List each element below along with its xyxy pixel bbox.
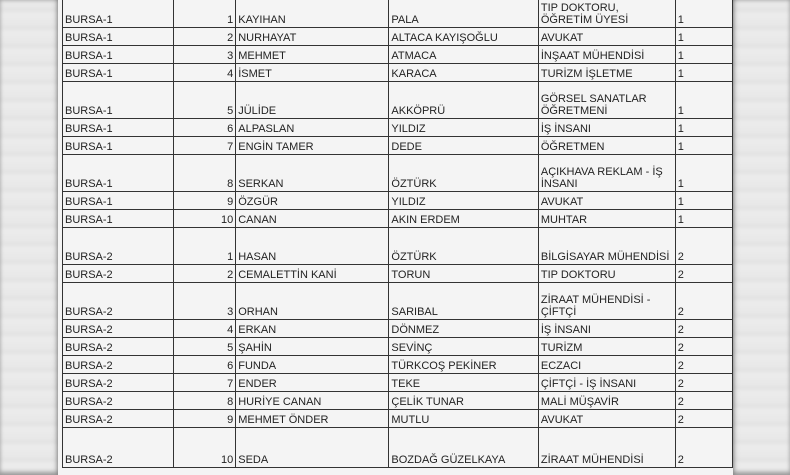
table-row	[63, 265, 733, 283]
table-cell-number: 7	[174, 374, 236, 392]
table-cell-city: BURSA-1	[63, 155, 174, 192]
table-row	[63, 46, 733, 64]
table-cell-profession: TIP DOKTORU	[538, 265, 675, 283]
table-cell-profession: AVUKAT	[538, 28, 675, 46]
table-cell-profession: ECZACI	[538, 356, 675, 374]
table-cell-last-name: YILDIZ	[389, 192, 538, 210]
table-row	[63, 320, 733, 338]
table-cell-first-name: ERKAN	[236, 320, 389, 338]
table-row	[63, 210, 733, 228]
table-cell-number: 5	[174, 338, 236, 356]
table-cell-city: BURSA-1	[63, 28, 174, 46]
table-cell-city: BURSA-2	[63, 392, 174, 410]
table-row	[63, 82, 733, 119]
table-cell-group: 1	[675, 137, 732, 155]
table-cell-last-name: TORUN	[389, 265, 538, 283]
table-cell-city: BURSA-1	[63, 119, 174, 137]
table-cell-city: BURSA-1	[63, 192, 174, 210]
table-cell-group: 2	[675, 410, 732, 428]
table-cell-profession: İŞ İNSANI	[538, 320, 675, 338]
blurred-right-margin	[733, 0, 790, 472]
table-cell-profession: ÇİFTÇİ - İŞ İNSANI	[538, 374, 675, 392]
table-cell-city: BURSA-2	[63, 283, 174, 320]
table-cell-last-name: DEDE	[389, 137, 538, 155]
candidate-table-body	[63, 0, 733, 468]
candidate-table	[62, 0, 733, 468]
table-cell-profession: MALİ MÜŞAVİR	[538, 392, 675, 410]
table-cell-group: 1	[675, 0, 732, 28]
table-row	[63, 119, 733, 137]
table-cell-first-name: MEHMET	[236, 46, 389, 64]
table-cell-group: 2	[675, 283, 732, 320]
table-cell-profession: AVUKAT	[538, 410, 675, 428]
table-cell-last-name: BOZDAĞ GÜZELKAYA	[389, 428, 538, 468]
table-cell-group: 2	[675, 392, 732, 410]
table-cell-city: BURSA-1	[63, 64, 174, 82]
table-cell-group: 2	[675, 338, 732, 356]
blurred-left-margin	[0, 0, 58, 472]
table-cell-last-name: KARACA	[389, 64, 538, 82]
table-cell-first-name: İSMET	[236, 64, 389, 82]
table-row	[63, 137, 733, 155]
table-cell-profession: ZİRAAT MÜHENDİSİ - ÇİFTÇİ	[538, 283, 675, 320]
table-cell-city: BURSA-2	[63, 356, 174, 374]
table-row	[63, 410, 733, 428]
table-cell-number: 6	[174, 356, 236, 374]
table-cell-group: 1	[675, 28, 732, 46]
table-cell-city: BURSA-2	[63, 265, 174, 283]
table-cell-group: 1	[675, 82, 732, 119]
table-cell-first-name: HASAN	[236, 228, 389, 265]
table-cell-number: 8	[174, 392, 236, 410]
table-cell-first-name: ŞAHİN	[236, 338, 389, 356]
table-cell-number: 8	[174, 155, 236, 192]
table-cell-number: 4	[174, 64, 236, 82]
table-cell-first-name: HURİYE CANAN	[236, 392, 389, 410]
table-cell-last-name: DÖNMEZ	[389, 320, 538, 338]
table-row	[63, 28, 733, 46]
table-row	[63, 155, 733, 192]
table-cell-first-name: FUNDA	[236, 356, 389, 374]
table-cell-first-name: ORHAN	[236, 283, 389, 320]
table-cell-last-name: ÖZTÜRK	[389, 228, 538, 265]
table-cell-group: 1	[675, 64, 732, 82]
table-cell-last-name: ÇELİK TUNAR	[389, 392, 538, 410]
table-row	[63, 283, 733, 320]
table-cell-group: 2	[675, 374, 732, 392]
table-cell-group: 2	[675, 265, 732, 283]
table-row	[63, 64, 733, 82]
table-row	[63, 228, 733, 265]
table-cell-profession: İNŞAAT MÜHENDİSİ	[538, 46, 675, 64]
table-row	[63, 374, 733, 392]
table-cell-group: 2	[675, 320, 732, 338]
table-cell-profession: MUHTAR	[538, 210, 675, 228]
table-cell-profession: TURİZM	[538, 338, 675, 356]
table-cell-number: 1	[174, 0, 236, 28]
table-cell-number: 3	[174, 283, 236, 320]
table-cell-profession: AÇIKHAVA REKLAM - İŞ İNSANI	[538, 155, 675, 192]
table-cell-last-name: SARIBAL	[389, 283, 538, 320]
table-cell-number: 10	[174, 210, 236, 228]
table-cell-group: 1	[675, 155, 732, 192]
table-cell-city: BURSA-2	[63, 374, 174, 392]
table-cell-city: BURSA-1	[63, 82, 174, 119]
table-cell-number: 6	[174, 119, 236, 137]
table-cell-first-name: SEDA	[236, 428, 389, 468]
table-cell-city: BURSA-2	[63, 428, 174, 468]
table-cell-number: 2	[174, 265, 236, 283]
table-cell-number: 7	[174, 137, 236, 155]
table-cell-number: 9	[174, 410, 236, 428]
table-cell-city: BURSA-2	[63, 320, 174, 338]
table-cell-profession: TIP DOKTORU, ÖĞRETİM ÜYESİ	[538, 0, 675, 28]
table-cell-group: 2	[675, 228, 732, 265]
table-cell-first-name: CEMALETTİN KANİ	[236, 265, 389, 283]
table-cell-number: 1	[174, 228, 236, 265]
table-cell-profession: ÖĞRETMEN	[538, 137, 675, 155]
table-row	[63, 356, 733, 374]
table-cell-last-name: SEVİNÇ	[389, 338, 538, 356]
table-row	[63, 428, 733, 468]
table-cell-city: BURSA-1	[63, 46, 174, 64]
table-cell-city: BURSA-2	[63, 338, 174, 356]
table-cell-number: 3	[174, 46, 236, 64]
table-cell-last-name: ATMACA	[389, 46, 538, 64]
table-cell-group: 2	[675, 428, 732, 468]
table-cell-number: 10	[174, 428, 236, 468]
table-cell-last-name: MUTLU	[389, 410, 538, 428]
table-cell-last-name: TEKE	[389, 374, 538, 392]
table-cell-first-name: ÖZGÜR	[236, 192, 389, 210]
table-cell-profession: TURİZM İŞLETME	[538, 64, 675, 82]
table-cell-profession: AVUKAT	[538, 192, 675, 210]
table-cell-last-name: AKIN ERDEM	[389, 210, 538, 228]
table-row	[63, 192, 733, 210]
table-cell-group: 2	[675, 356, 732, 374]
table-cell-group: 1	[675, 210, 732, 228]
table-cell-first-name: JÜLİDE	[236, 82, 389, 119]
table-cell-number: 5	[174, 82, 236, 119]
table-cell-profession: BİLGİSAYAR MÜHENDİSİ	[538, 228, 675, 265]
table-cell-first-name: ENGİN TAMER	[236, 137, 389, 155]
table-cell-group: 1	[675, 119, 732, 137]
document-sheet	[58, 0, 733, 475]
table-row	[63, 0, 733, 28]
table-cell-first-name: SERKAN	[236, 155, 389, 192]
table-cell-profession: İŞ İNSANI	[538, 119, 675, 137]
table-cell-last-name: PALA	[389, 0, 538, 28]
table-cell-first-name: ALPASLAN	[236, 119, 389, 137]
table-row	[63, 338, 733, 356]
table-cell-city: BURSA-1	[63, 0, 174, 28]
table-cell-first-name: KAYIHAN	[236, 0, 389, 28]
table-cell-profession: ZİRAAT MÜHENDİSİ	[538, 428, 675, 468]
table-cell-group: 1	[675, 46, 732, 64]
table-cell-group: 1	[675, 192, 732, 210]
table-cell-number: 9	[174, 192, 236, 210]
table-cell-city: BURSA-1	[63, 137, 174, 155]
table-cell-number: 2	[174, 28, 236, 46]
table-cell-first-name: NURHAYAT	[236, 28, 389, 46]
table-cell-city: BURSA-2	[63, 228, 174, 265]
table-cell-number: 4	[174, 320, 236, 338]
table-cell-last-name: ÖZTÜRK	[389, 155, 538, 192]
table-cell-city: BURSA-1	[63, 210, 174, 228]
table-cell-profession: GÖRSEL SANATLAR ÖĞRETMENİ	[538, 82, 675, 119]
table-cell-last-name: ALTACA KAYIŞOĞLU	[389, 28, 538, 46]
table-cell-first-name: CANAN	[236, 210, 389, 228]
table-cell-first-name: ENDER	[236, 374, 389, 392]
table-cell-last-name: TÜRKCOŞ PEKİNER	[389, 356, 538, 374]
table-cell-last-name: YILDIZ	[389, 119, 538, 137]
table-cell-last-name: AKKÖPRÜ	[389, 82, 538, 119]
table-cell-first-name: MEHMET ÖNDER	[236, 410, 389, 428]
table-row	[63, 392, 733, 410]
table-cell-city: BURSA-2	[63, 410, 174, 428]
